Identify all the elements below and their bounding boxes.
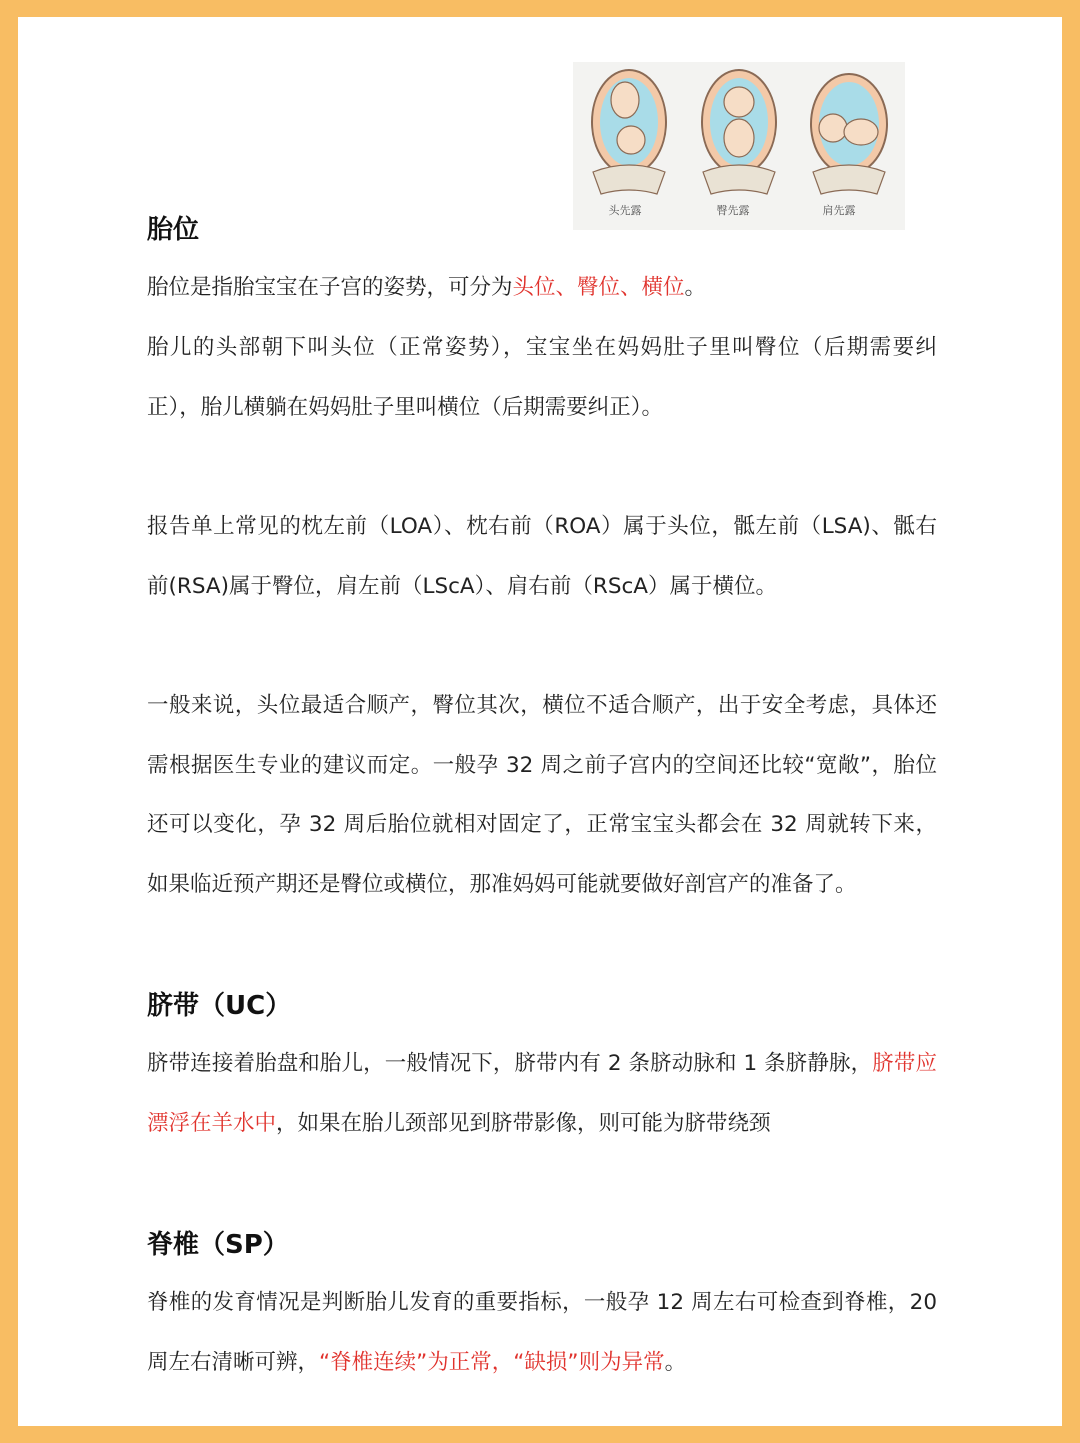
fetal-position-intro-text: 胎位是指胎宝宝在子宫的姿势，可分为 [147, 275, 513, 300]
page-card [18, 17, 1062, 1426]
umbilical-cord-highlight: 脐带应漂浮在羊水中 [147, 1051, 937, 1136]
fetal-position-types-highlight: 头位、臀位、横位 [512, 275, 685, 300]
fetal-position-diagram [573, 62, 905, 230]
uterus-head-presentation [592, 70, 666, 194]
fetal-position-report-codes: 报告单上常见的枕左前（LOA）、枕右前（ROA）属于头位，骶左前（LSA)、骶右前(RSA)属于臀位，肩左前（LScA）、肩右前（RScA）属于横位。 [147, 514, 937, 599]
spine-highlight: “脊椎连续”为正常，“缺损”则为异常 [319, 1349, 665, 1375]
caption-breech: 臀先露 [716, 204, 750, 217]
section-title-umbilical-cord: 脐带（UC） [147, 991, 292, 1021]
section-title-fetal-position: 胎位 [147, 215, 200, 245]
umbilical-cord-text-end: ，如果在胎儿颈部见到脐带影像，则可能为脐带绕颈 [276, 1110, 771, 1136]
section-title-spine: 脊椎（SP） [147, 1230, 289, 1260]
uterus-breech-presentation [702, 70, 776, 194]
caption-head: 头先露 [608, 204, 642, 217]
fetal-position-delivery-advice: 一般来说，头位最适合顺产，臀位其次，横位不适合顺产，出于安全考虑，具体还需根据医生专业的建议而定。一般孕 32 周之前子宫内的空间还比较“宽敞”，胎位还可以变化，孕 32 周后胎位就相对固定了，正常宝宝头都会在 32 周就转下来，如果临近预产期还是臀位或横位，那准妈妈可能就要做好剖宫产的准备了。 [147, 693, 937, 897]
spine-text: 脊椎的发育情况是判断胎儿发育的重要指标，一般孕 12 周左右可检查到脊椎，20 周左右清晰可辨， [147, 1290, 937, 1375]
fetal-position-illustration [573, 62, 905, 230]
umbilical-cord-paragraph [147, 1034, 937, 1153]
fetal-position-definitions: 胎儿的头部朝下叫头位（正常姿势），宝宝坐在妈妈肚子里叫臀位（后期需要纠正），胎儿横躺在妈妈肚子里叫横位（后期需要纠正）。 [147, 335, 937, 420]
spine-paragraph [147, 1273, 937, 1392]
caption-shoulder: 肩先露 [822, 204, 856, 217]
umbilical-cord-text: 脐带连接着胎盘和胎儿，一般情况下，脐带内有 2 条脐动脉和 1 条脐静脉， [147, 1051, 873, 1076]
fetal-position-intro [147, 258, 937, 318]
spine-text-end: 。 [664, 1349, 687, 1375]
uterus-shoulder-presentation [811, 74, 887, 194]
fetal-position-intro-end: 。 [684, 275, 707, 300]
